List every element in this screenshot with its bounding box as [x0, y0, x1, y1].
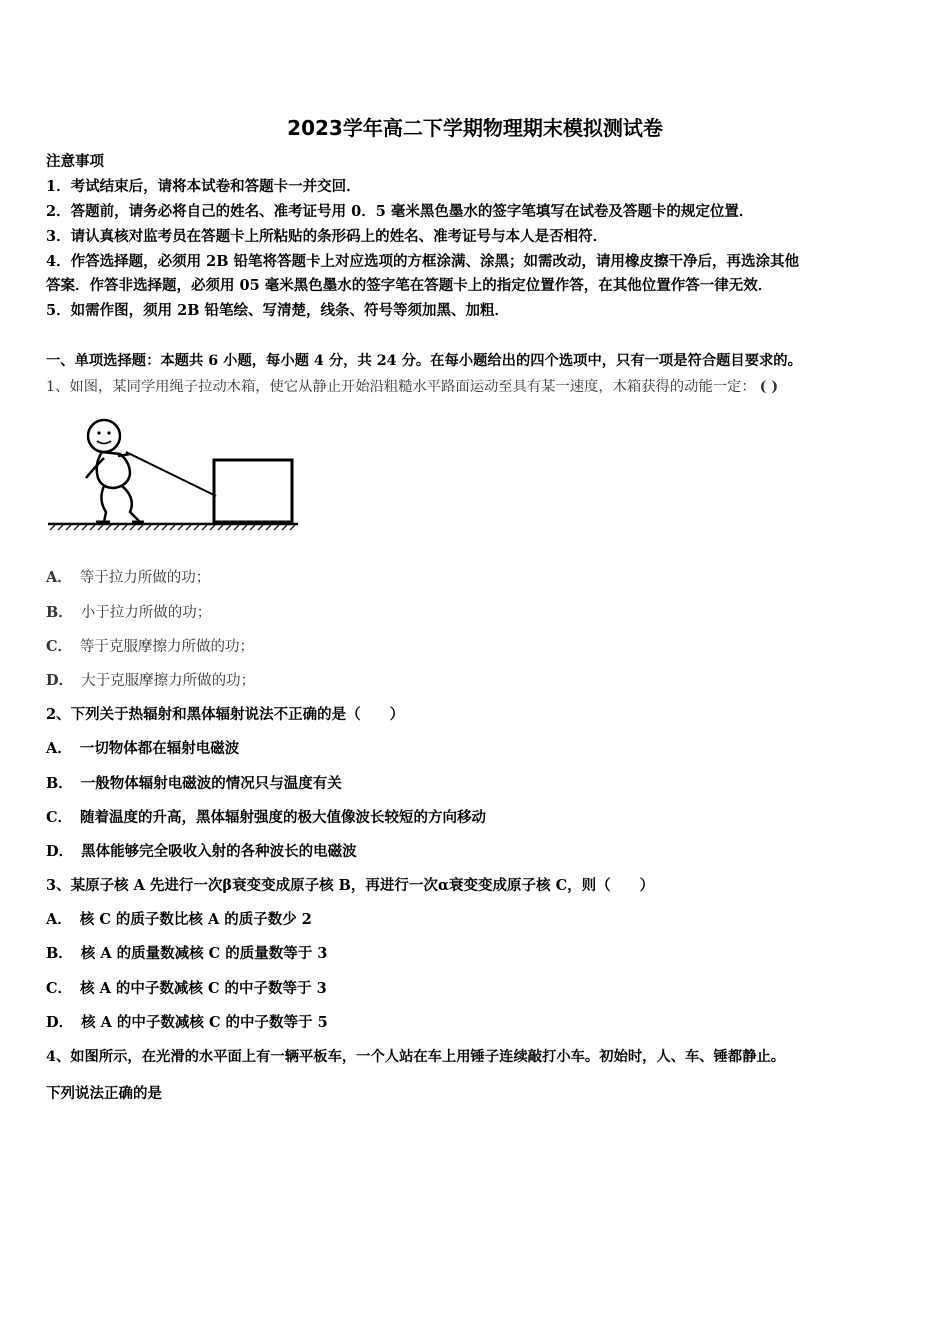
q1-option-b-letter: B．	[46, 604, 73, 621]
notice-heading: 注意事项	[46, 153, 104, 170]
page-title: 2023学年高二下学期物理期末模拟测试卷	[287, 116, 663, 140]
q1-option-c[interactable]	[46, 637, 254, 657]
q2-option-b[interactable]	[46, 774, 342, 794]
q3-option-a-text: 核 C 的质子数比核 A 的质子数少 2	[79, 911, 312, 928]
q1-stem	[46, 377, 778, 397]
q2-option-a-text: 一切物体都在辐射电磁波	[79, 740, 240, 757]
q3-option-a-letter: A．	[46, 911, 72, 928]
q1-option-d-letter: D．	[46, 672, 74, 689]
q1-option-a[interactable]	[46, 568, 210, 588]
q1-option-b[interactable]	[46, 603, 211, 623]
q3-option-d[interactable]	[46, 1013, 328, 1033]
q4-stem-line2: 下列说法正确的是	[46, 1085, 162, 1102]
q2-option-a[interactable]	[46, 739, 239, 759]
q1-answer-paren: ( )	[759, 379, 779, 395]
q3-option-c[interactable]	[46, 979, 327, 999]
q2-option-c-letter: C．	[46, 809, 73, 826]
notice-item-1: 1．考试结束后，请将本试卷和答题卡一并交回．	[46, 178, 361, 195]
q2-option-d[interactable]	[46, 842, 357, 862]
notice-item-5: 5．如需作图，须用 2B 铅笔绘、写清楚，线条、符号等须加黑、加粗．	[46, 302, 510, 319]
q3-option-c-text: 核 A 的中子数减核 C 的中子数等于 3	[80, 980, 327, 997]
q1-option-d[interactable]	[46, 671, 255, 691]
q3-option-b[interactable]	[46, 944, 327, 964]
q1-option-a-text: 等于拉力所做的功；	[79, 570, 211, 586]
q3-option-d-letter: D．	[46, 1014, 74, 1031]
q3-option-c-letter: C．	[46, 980, 73, 997]
q1-option-c-text: 等于克服摩擦力所做的功；	[80, 639, 255, 655]
pull-box-figure	[44, 412, 306, 536]
q3-stem: 3、某原子核 A 先进行一次β衰变变成原子核 B，再进行一次α衰变变成原子核 C，则（ ）	[46, 877, 655, 894]
q3-option-a[interactable]	[46, 910, 312, 930]
q2-option-c-text: 随着温度的升高，黑体辐射强度的极大值像波长较短的方向移动	[80, 809, 487, 826]
q3-option-b-letter: B．	[46, 945, 73, 962]
q2-option-a-letter: A．	[46, 740, 72, 757]
q3-option-b-text: 核 A 的质量数减核 C 的质量数等于 3	[80, 945, 328, 962]
q1-option-c-letter: C．	[46, 638, 73, 655]
q2-option-d-letter: D．	[46, 843, 74, 860]
q2-option-b-text: 一般物体辐射电磁波的情况只与温度有关	[80, 775, 342, 792]
q3-option-d-text: 核 A 的中子数减核 C 的中子数等于 5	[81, 1014, 328, 1031]
notice-item-3: 3．请认真核对监考员在答题卡上所粘贴的条形码上的姓名、准考证号与本人是否相符．	[46, 228, 608, 245]
notice-item-4-cont: 答案．作答非选择题，必须用 05 毫米黑色墨水的签字笔在答题卡上的指定位置作答，在其他位置作答一律无效．	[46, 277, 773, 294]
q2-option-c[interactable]	[46, 808, 486, 828]
q1-option-d-text: 大于克服摩擦力所做的功；	[81, 673, 256, 689]
notice-item-4: 4．作答选择题，必须用 2B 铅笔将答题卡上对应选项的方框涂满、涂黑；如需改动，请用橡皮擦干净后，再选涂其他	[46, 253, 800, 270]
q2-stem: 2、下列关于热辐射和黑体辐射说法不正确的是（ ）	[46, 706, 405, 723]
q2-option-d-text: 黑体能够完全吸收入射的各种波长的电磁波	[81, 843, 357, 860]
q1-stem-text: 1、如图，某同学用绳子拉动木箱，使它从静止开始沿粗糙水平路面运动至具有某一速度，木箱获得的动能一定：	[46, 379, 756, 395]
notice-item-2: 2．答题前，请务必将自己的姓名、准考证号用 0．5 毫米黑色墨水的签字笔填写在试卷及答题卡的规定位置．	[46, 203, 754, 220]
q4-stem-line1: 4、如图所示，在光滑的水平面上有一辆平板车，一个人站在车上用锤子连续敲打小车。初始时，人、车、锤都静止。	[46, 1049, 786, 1065]
q1-option-b-text: 小于拉力所做的功；	[80, 605, 212, 621]
section-heading: 一、单项选择题：本题共 6 小题，每小题 4 分，共 24 分。在每小题给出的四个选项中，只有一项是符合题目要求的。	[46, 353, 802, 369]
q2-option-b-letter: B．	[46, 775, 73, 792]
q1-option-a-letter: A．	[46, 569, 72, 586]
